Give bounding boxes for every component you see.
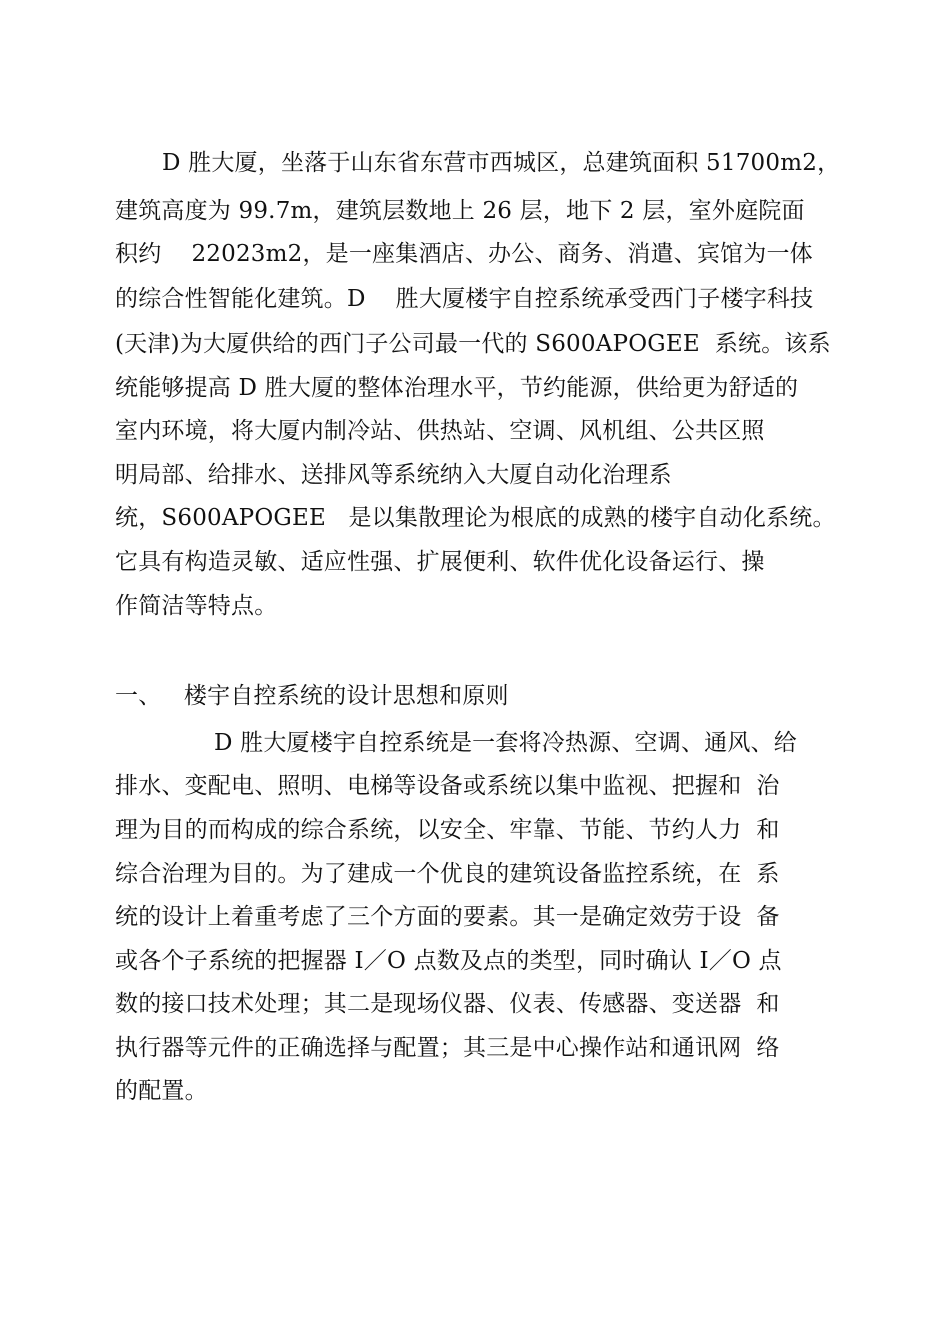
paragraph1-line: (天津)为大厦供给的西门子公司最一代的 S600APOGEE 系统。该系 bbox=[115, 331, 831, 357]
paragraph1-line: 室内环境，将大厦内制冷站、供热站、空调、风机组、公共区照 bbox=[115, 418, 765, 444]
paragraph1-line: 统，S600APOGEE 是以集散理论为根底的成熟的楼宇自动化系统。 bbox=[115, 505, 836, 531]
section1-line: 或各个子系统的把握器 I／O 点数及点的类型，同时确认 I／O 点 bbox=[115, 948, 782, 974]
paragraph1-line: 积约 22023m2，是一座集酒店、办公、商务、消遣、宾馆为一体 bbox=[115, 241, 813, 267]
paragraph1-line: 作简洁等特点。 bbox=[115, 593, 278, 619]
paragraph1-line: 的综合性智能化建筑。D 胜大厦楼宇自控系统承受西门子楼字科技 bbox=[115, 286, 814, 312]
paragraph1-line: D 胜大厦，坐落于山东省东营市西城区，总建筑面积 51700m2， bbox=[162, 150, 841, 176]
section1-line: 执行器等元件的正确选择与配置；其三是中心操作站和通讯网 络 bbox=[115, 1035, 780, 1061]
section1-line: 的配置。 bbox=[115, 1078, 208, 1104]
section1-line: D 胜大厦楼宇自控系统是一套将冷热源、空调、通风、给 bbox=[214, 730, 797, 756]
paragraph1-line: 建筑高度为 99.7m，建筑层数地上 26 层，地下 2 层，室外庭院面 bbox=[115, 198, 805, 224]
section1-line: 综合治理为目的。为了建成一个优良的建筑设备监控系统，在 系 bbox=[115, 861, 780, 887]
paragraph1-line: 统能够提高 D 胜大厦的整体治理水平，节约能源，供给更为舒适的 bbox=[115, 375, 799, 401]
section1-line: 统的设计上着重考虑了三个方面的要素。其一是确定效劳于设 备 bbox=[115, 904, 780, 930]
section1-line: 数的接口技术处理；其二是现场仪器、仪表、传感器、变送器 和 bbox=[115, 991, 780, 1017]
section-heading: 一、 楼宇自控系统的设计思想和原则 bbox=[115, 683, 509, 709]
section1-line: 排水、变配电、照明、电梯等设备或系统以集中监视、把握和 治 bbox=[115, 773, 780, 799]
paragraph1-line: 它具有构造灵敏、适应性强、扩展便利、软件优化设备运行、操 bbox=[115, 549, 765, 575]
section1-line: 理为目的而构成的综合系统，以安全、牢靠、节能、节约人力 和 bbox=[115, 817, 780, 843]
paragraph1-line: 明局部、给排水、送排风等系统纳入大厦自动化治理系 bbox=[115, 462, 672, 488]
